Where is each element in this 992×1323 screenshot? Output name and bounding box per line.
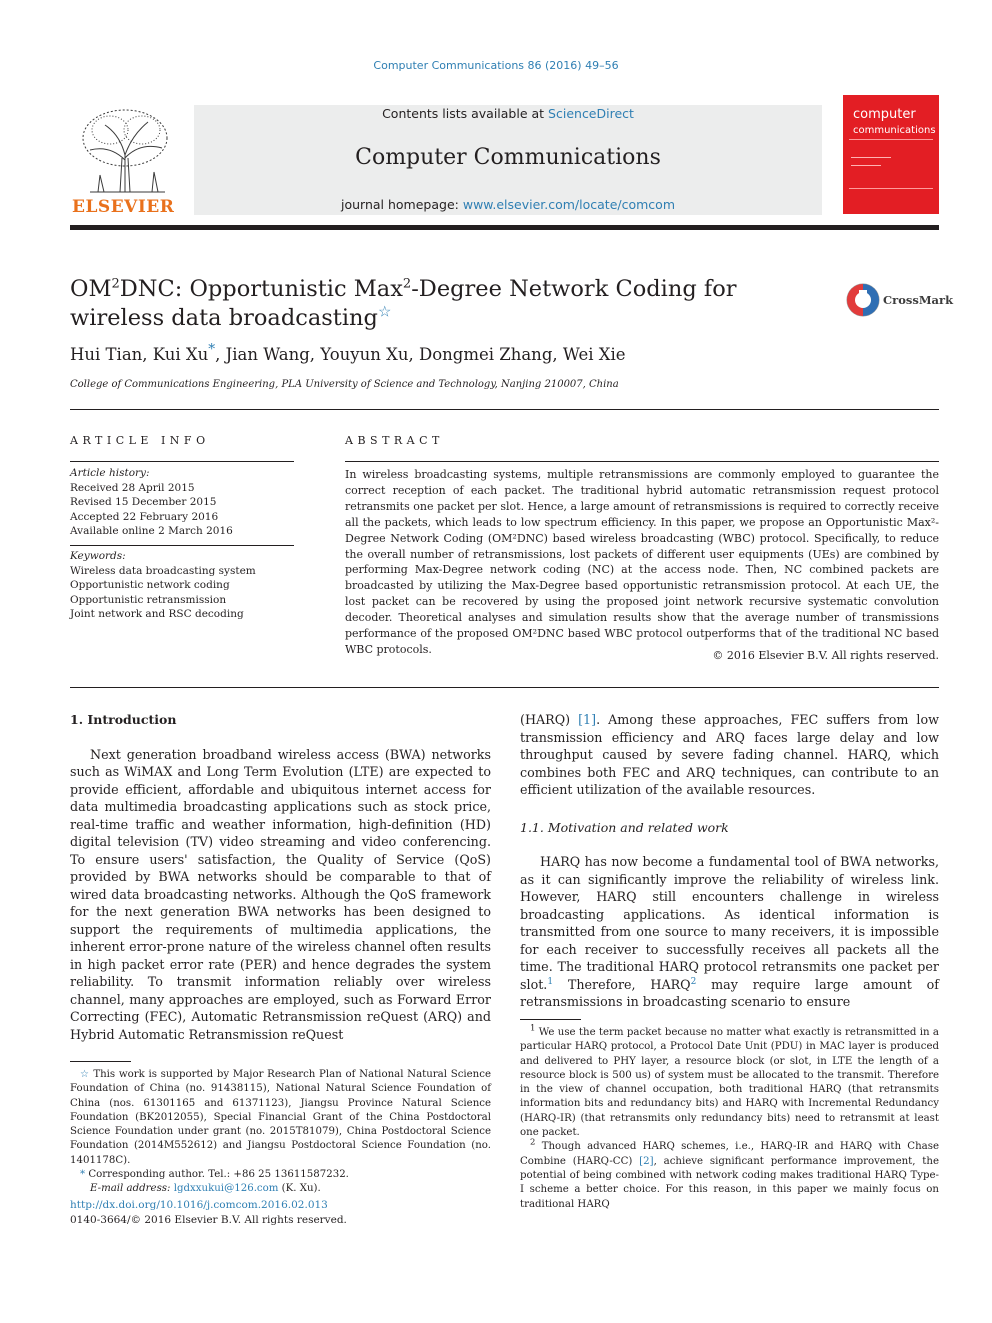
article-history xyxy=(70,466,294,539)
abstract-copyright: © 2016 Elsevier B.V. All rights reserved. xyxy=(712,649,939,662)
email-label: E-mail address: xyxy=(90,1183,171,1195)
footnotes-right xyxy=(520,1023,939,1212)
abstract-heading: ABSTRACT xyxy=(345,434,444,447)
keywords-label: Keywords: xyxy=(70,550,126,562)
intro-paragraph-1: Next generation broadband wireless access (BWA) networks such as WiMAX and Long Term Evolution (LTE) are expected to provide efficient, affordable and ubiquitous internet access for data multimedia broadcasting applications such as stock price, real-time traffic and weather information, high-definition (HD) digital television (TV) video streaming and video conferencing. To ensure users' satisfaction, the Quality of Service (QoS) provided by BWA networks should be comparable to that of wired data broadcasting networks. Although the QoS framework for the next generation BWA networks has been designed to support the requirements of multimedia applications, the inherent error-prone nature of the wireless channel often results in high packet error rate (PER) and hence degrades the system reliability. To transmit information reliably over wireless channel, many approaches are employed, such as Forward Error Correcting (FEC), Automatic Retransmission reQuest (ARQ) and Hybrid Automatic Retransmission reQuest xyxy=(70,746,491,1042)
issn-copyright: 0140-3664/© 2016 Elsevier B.V. All rights reserved. xyxy=(70,1213,347,1226)
abstract-text: In wireless broadcasting systems, multiple retransmissions are commonly employed to guarantee the correct reception of each packet. The traditional hybrid automatic retransmission request protocol retransmits one packet per slot. Hence, a large amount of retransmissions is required to correctly receive all the packets, which leads to low spectrum efficiency. In this paper, we propose an Opportunistic Max²-Degree Network Coding (OM²DNC) based wireless broadcasting (WBC) protocol. Specifically, to reduce the overall number of retransmissions, lost packets of different user equipments (UEs) are combined by performing Max-Degree network coding (NC) at the access node. Then, NC combined packets are broadcasted by utilizing the Max-Degree based opportunistic retransmission protocol. At each UE, the lost packet can be recovered by using the proposed joint network recursive systematic convolution decoder. Theoretical analyses and simulation results show that the average number of transmissions performance of the proposed OM²DNC based WBC protocol outperforms that of the traditional NC based WBC protocols. xyxy=(345,468,939,656)
email-footnote xyxy=(70,1182,491,1196)
reference-link-2[interactable]: [2] xyxy=(639,1155,654,1167)
funding-text: This work is supported by Major Research Plan of National Natural Science Foundation of China (no. 91438115), National Natural Science Foundation of China (nos. 61301165 and 61371123), Jiangsu Province Natural Science Foundation (BK2012055), Special Financial Grant of the China Postdoctoral Science Foundation under grant (no. 2015T81079), China Postdoctoral Science Foundation (2014M552612) and Jiangsu Postdoctoral Science Foundation (no. 1401178C). xyxy=(70,1069,491,1166)
section-heading-introduction: 1. Introduction xyxy=(70,712,177,727)
footnote-number: 1 xyxy=(530,1023,536,1034)
motivation-paragraph-1 xyxy=(520,853,939,1011)
history-item: Available online 2 March 2016 xyxy=(70,525,233,537)
divider xyxy=(70,461,294,462)
keyword-item: Wireless data broadcasting system xyxy=(70,564,256,577)
cover-title-computer: computer xyxy=(853,107,916,122)
crossmark-button[interactable] xyxy=(845,282,954,318)
footnote-rule xyxy=(520,1019,581,1020)
cover-title-communications: communications xyxy=(853,125,936,136)
paper-title xyxy=(70,275,810,333)
subsection-heading-motivation: 1.1. Motivation and related work xyxy=(520,819,729,835)
corresponding-author-footnote xyxy=(70,1168,491,1182)
divider xyxy=(70,545,294,546)
text-run: may require large amount of retransmissions in broadcasting scenario to ensure xyxy=(520,976,939,1009)
corresponding-author-link[interactable]: * xyxy=(208,341,216,358)
footnote-text: , achieve significant performance improvement, the potential of being combined with network coding makes traditional HARQ Type-I scheme a better choice. For this reason, in this paper we mainly focus on traditional HARQ xyxy=(520,1155,939,1210)
email-link[interactable]: lgdxxukui@126.com xyxy=(173,1183,279,1195)
footnote-1 xyxy=(520,1023,939,1140)
body-column-right xyxy=(520,711,939,1011)
reference-link-1[interactable]: [1] xyxy=(578,712,597,727)
footnote-2 xyxy=(520,1137,939,1211)
keyword-item: Joint network and RSC decoding xyxy=(70,608,244,620)
footnote-text: We use the term packet because no matter what exactly is retransmitted in a particular HARQ protocol, a Protocol Date Unit (PDU) in MAC layer is produced and delivered to PHY layer, a resource block (or slot, in LTE the length of a resource block is 500 us) of system must be allocated to the transmit. Therefore in the view of channel occupation, both traditional HARQ (that retransmits information bits and redundancy bits) and HARQ with Incremental Redundancy (HARQ-IR) (that retransmits only redundancy bits) need to retransmit at least one packet. xyxy=(520,1027,939,1139)
footnotes-left xyxy=(70,1068,491,1197)
crossmark-label: CrossMark xyxy=(883,293,954,307)
header-rule xyxy=(70,225,939,230)
divider xyxy=(70,409,939,410)
doi-block xyxy=(70,1198,347,1227)
title-superscript: 2 xyxy=(111,276,120,292)
doi-link[interactable]: http://dx.doi.org/10.1016/j.comcom.2016.02.013 xyxy=(70,1199,328,1211)
authors-rest: , Jian Wang, Youyun Xu, Dongmei Zhang, Wei Xie xyxy=(215,345,626,364)
journal-homepage-line xyxy=(194,197,822,212)
divider xyxy=(345,461,939,462)
author-list xyxy=(70,341,626,364)
footnote-rule xyxy=(70,1061,131,1062)
footnote-number: 2 xyxy=(530,1137,536,1148)
title-footnote-star-link[interactable]: ☆ xyxy=(377,302,392,321)
funding-footnote xyxy=(70,1068,491,1168)
sciencedirect-link[interactable]: ScienceDirect xyxy=(548,106,634,121)
contents-prefix: Contents lists available at xyxy=(382,106,549,121)
footnote-star-mark: ☆ xyxy=(80,1069,90,1080)
history-item: Accepted 22 February 2016 xyxy=(70,510,219,523)
keyword-item: Opportunistic network coding xyxy=(70,579,230,591)
email-suffix: (K. Xu). xyxy=(278,1183,321,1195)
footnote-text: Though advanced HARQ schemes, i.e., HARQ-IR and HARQ with Chase Combine (HARQ-CC) xyxy=(520,1141,939,1167)
text-run: . Among these approaches, FEC suffers from low transmission efficiency and ARQ faces large delay and low throughput caused by severe fading channel. HARQ, which combines both FEC and ARQ techniques, can contribute to an efficient utilization of the available resources. xyxy=(520,712,939,797)
keywords xyxy=(70,549,294,622)
history-item: Revised 15 December 2015 xyxy=(70,496,217,508)
footnote-link-2[interactable]: 2 xyxy=(690,976,697,987)
elsevier-wordmark: ELSEVIER xyxy=(72,197,175,217)
journal-citation-link[interactable]: Computer Communications 86 (2016) 49–56 xyxy=(373,59,619,72)
journal-homepage-link[interactable]: www.elsevier.com/locate/comcom xyxy=(462,197,675,212)
history-item: Received 28 April 2015 xyxy=(70,481,195,494)
article-info-heading: ARTICLE INFO xyxy=(70,434,210,447)
footnote-asterisk-mark: * xyxy=(80,1169,86,1181)
text-run: Therefore, HARQ xyxy=(553,976,691,992)
title-part: DNC: Opportunistic Max xyxy=(119,276,403,302)
footnote-link-1[interactable]: 1 xyxy=(547,976,554,987)
title-part: OM xyxy=(70,276,112,302)
authors-first: Hui Tian, Kui Xu xyxy=(70,345,209,364)
title-superscript: 2 xyxy=(402,276,412,292)
affiliation: College of Communications Engineering, PLA University of Science and Technology, Nanjing 210007, China xyxy=(70,379,619,390)
intro-paragraph-continued xyxy=(520,711,939,799)
history-label: Article history: xyxy=(70,467,150,479)
corresponding-text: Corresponding author. Tel.: +86 25 13611587232. xyxy=(88,1169,349,1181)
homepage-prefix: journal homepage: xyxy=(341,197,463,212)
text-run: (HARQ) xyxy=(520,712,579,727)
body-column-left xyxy=(70,711,491,1043)
crossmark-icon xyxy=(845,282,881,318)
divider xyxy=(70,687,939,688)
keyword-item: Opportunistic retransmission xyxy=(70,593,227,606)
title-part: -Degree Network Coding for wireless data broadcasting xyxy=(70,276,737,331)
journal-title: Computer Communications xyxy=(355,145,661,170)
text-run: HARQ has now become a fundamental tool of BWA networks, as it can significantly improve the reliability of wireless link. However, HARQ still encounters challenge in wireless broadcasting applications. As identical information is transmitted from one source to many receivers, it is impossible for each receiver to successfully receives all packets all the time. The traditional HARQ protocol retransmits one packet per slot. xyxy=(520,854,939,992)
contents-availability-line xyxy=(194,106,822,121)
